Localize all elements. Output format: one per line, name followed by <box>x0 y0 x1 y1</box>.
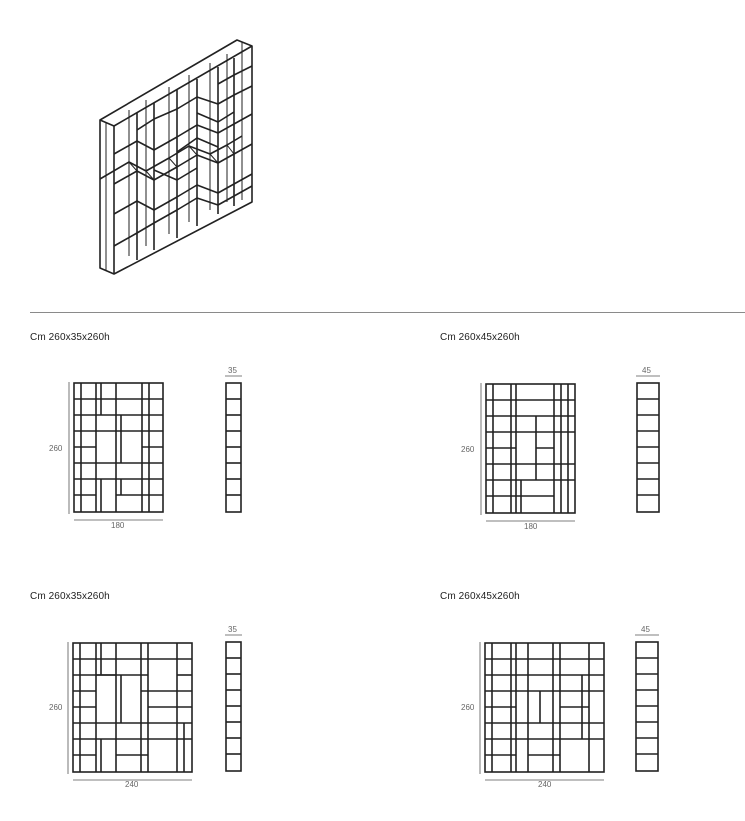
variant-4-title: Cm 260x45x260h <box>440 591 520 602</box>
variant-1-side-drawing <box>222 376 246 516</box>
variant-2-height-label: 260 <box>461 445 475 454</box>
variant-3-front-view <box>44 630 204 795</box>
variant-2-front-drawing <box>457 371 582 531</box>
variant-1-side-view <box>222 376 246 521</box>
variant-2-side-drawing <box>633 376 663 516</box>
variant-1-depth-label: 35 <box>228 366 237 375</box>
bookcase-3d-illustration <box>92 34 267 279</box>
variant-3-side-drawing <box>222 635 246 775</box>
variant-1-height-label: 260 <box>49 444 63 453</box>
variant-4-front-view <box>456 630 616 795</box>
variant-3-side-view <box>222 635 246 780</box>
section-divider <box>30 312 745 313</box>
variant-2-title: Cm 260x45x260h <box>440 332 520 343</box>
variant-1-title: Cm 260x35x260h <box>30 332 110 343</box>
bookcase-3d-drawing <box>92 34 267 279</box>
variant-3-depth-label: 35 <box>228 625 237 634</box>
variant-3-front-drawing <box>44 630 204 790</box>
variant-3-width-label: 240 <box>125 780 139 789</box>
variant-4-side-drawing <box>632 635 662 775</box>
variant-2-width-label: 180 <box>524 522 538 531</box>
variant-1-width-label: 180 <box>111 521 125 530</box>
variant-1-front-drawing <box>45 370 170 530</box>
variant-2-side-view <box>633 376 663 521</box>
variant-4-width-label: 240 <box>538 780 552 789</box>
variant-2-depth-label: 45 <box>642 366 651 375</box>
variant-2-front-view <box>457 371 582 536</box>
variant-1-front-view <box>45 370 170 535</box>
variant-3-title: Cm 260x35x260h <box>30 591 110 602</box>
variant-4-front-drawing <box>456 630 616 790</box>
variant-3-height-label: 260 <box>49 703 63 712</box>
variant-4-height-label: 260 <box>461 703 475 712</box>
variant-4-depth-label: 45 <box>641 625 650 634</box>
variant-4-side-view <box>632 635 662 780</box>
